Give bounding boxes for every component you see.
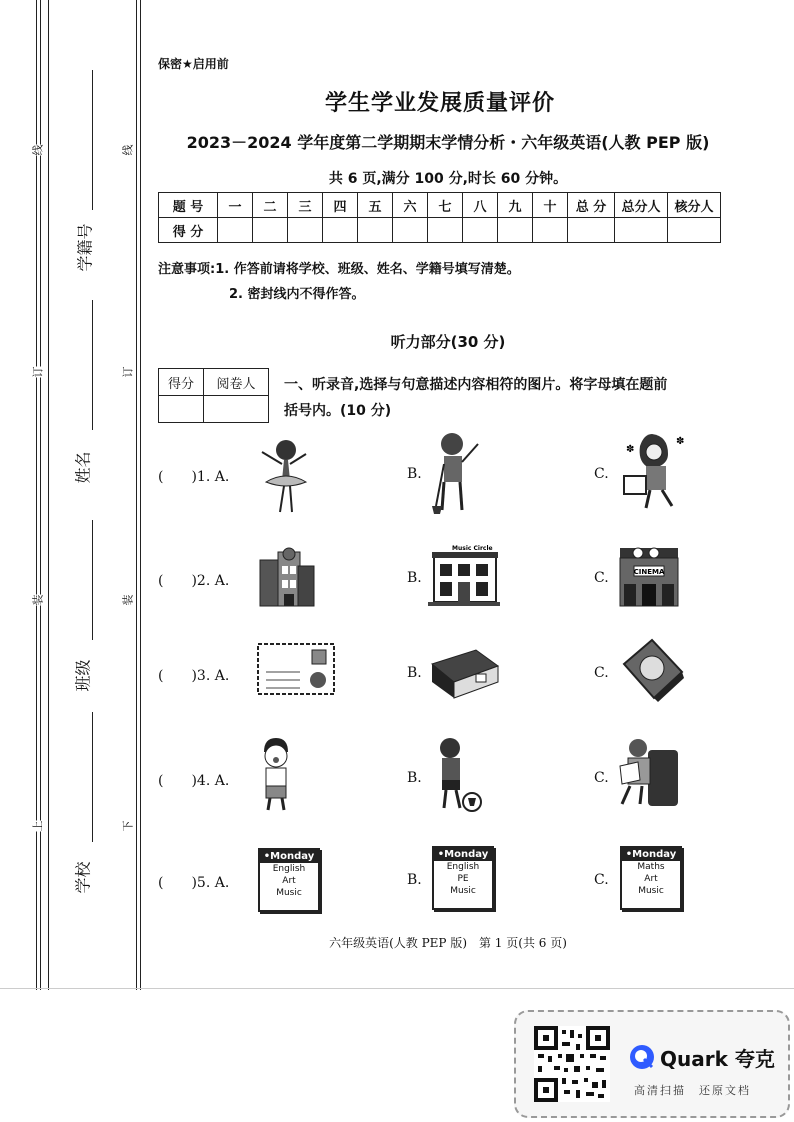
score-input-cell[interactable] xyxy=(428,218,463,243)
notes-line-1 xyxy=(158,258,520,277)
score-header-cell: 四 xyxy=(323,193,358,218)
page-subtitle: 2023－2024 学年度第二学期期末学情分析・六年级英语(人教 PEP 版) xyxy=(186,133,710,152)
score-header-cell: 五 xyxy=(358,193,393,218)
book-picture[interactable] xyxy=(428,646,500,700)
option-c-label: C. xyxy=(594,466,609,482)
question-5-label: ( )5. A. xyxy=(158,875,230,891)
qr-code-icon xyxy=(534,1026,610,1102)
music-circle-sign: Music Circle xyxy=(452,545,493,552)
score-input-cell[interactable] xyxy=(393,218,428,243)
notes-item-1: 1. 作答前请将学校、班级、姓名、学籍号填写清楚。 xyxy=(215,262,520,277)
schedule-subject: Music xyxy=(450,886,476,896)
grader-score-label: 得分 xyxy=(159,369,204,396)
schedule-subject: Music xyxy=(276,888,302,898)
boy-sweeping-picture[interactable] xyxy=(430,430,484,516)
schedule-day: •Monday xyxy=(434,848,492,861)
score-input-cell[interactable] xyxy=(218,218,253,243)
score-header-cell: 九 xyxy=(498,193,533,218)
score-input-cell[interactable] xyxy=(253,218,288,243)
cinema-sign: CINEMA xyxy=(633,568,665,576)
photo-album-picture[interactable] xyxy=(618,636,686,704)
inner-mark-4: 下 xyxy=(121,820,135,832)
option-b-label: B. xyxy=(407,570,422,586)
section-title: 听力部分(30 分) xyxy=(390,333,506,351)
schedule-day: •Monday xyxy=(260,850,318,863)
score-header-cell: 七 xyxy=(428,193,463,218)
cinema-picture[interactable] xyxy=(616,544,682,608)
schedule-card-b[interactable] xyxy=(432,846,494,910)
score-input-cell[interactable] xyxy=(568,218,615,243)
schedule-subject: English xyxy=(446,862,480,872)
page-bottom-edge xyxy=(0,988,794,989)
option-c-label: C. xyxy=(594,665,609,681)
inner-mark-2: 订 xyxy=(121,366,135,378)
question-1-label: ( )1. A. xyxy=(158,469,230,485)
secret-mark: 保密★启用前 xyxy=(158,57,229,71)
score-input-cell[interactable] xyxy=(533,218,568,243)
quark-logo-icon xyxy=(628,1043,656,1071)
score-input-cell[interactable] xyxy=(323,218,358,243)
inner-mark-3: 装 xyxy=(121,594,135,606)
score-input-cell[interactable] xyxy=(463,218,498,243)
schedule-subject: Art xyxy=(644,874,658,884)
score-input-cell[interactable] xyxy=(288,218,323,243)
outer-mark-2: 订 xyxy=(31,366,45,378)
outer-mark-1: 线 xyxy=(31,144,45,156)
score-header-cell: 总分人 xyxy=(615,193,668,218)
score-table xyxy=(158,192,721,243)
option-c-label: C. xyxy=(594,770,609,786)
svg-text:✽: ✽ xyxy=(626,444,635,455)
instruction-line-1: 一、听录音,选择与句意描述内容相符的图片。将字母填在题前 xyxy=(284,377,668,393)
grader-table xyxy=(158,368,269,423)
outer-mark-3: 装 xyxy=(31,594,45,606)
notes-item-2: 2. 密封线内不得作答。 xyxy=(229,287,365,302)
score-row-label: 得 分 xyxy=(159,218,218,243)
boy-playing-football-picture[interactable] xyxy=(432,736,484,814)
notes-label: 注意事项: xyxy=(158,262,216,277)
schedule-subject: PE xyxy=(457,874,469,884)
question-4-label: ( )4. A. xyxy=(158,773,230,789)
score-input-cell[interactable] xyxy=(498,218,533,243)
quark-tagline: 高清扫描 还原文档 xyxy=(634,1084,751,1097)
grader-name-label: 阅卷人 xyxy=(204,369,269,396)
score-header-cell: 核分人 xyxy=(668,193,721,218)
schedule-subject: Art xyxy=(282,876,296,886)
option-b-label: B. xyxy=(407,665,422,681)
score-header-cell: 总 分 xyxy=(568,193,615,218)
page-footer: 六年级英语(人教 PEP 版) 第 1 页(共 6 页) xyxy=(329,936,567,950)
option-c-label: C. xyxy=(594,570,609,586)
ballet-dancer-picture[interactable] xyxy=(256,434,312,516)
option-b-label: B. xyxy=(407,872,422,888)
option-b-label: B. xyxy=(407,466,422,482)
score-header-cell: 十 xyxy=(533,193,568,218)
girl-shopping-picture[interactable] xyxy=(620,432,686,512)
score-input-cell[interactable] xyxy=(358,218,393,243)
schedule-subject: Music xyxy=(638,886,664,896)
score-input-cell[interactable] xyxy=(668,218,721,243)
field-label-school: 学校 xyxy=(73,861,93,894)
field-label-student-id: 学籍号 xyxy=(75,223,95,272)
exam-info: 共 6 页,满分 100 分,时长 60 分钟。 xyxy=(328,171,568,187)
schedule-subject: English xyxy=(272,864,306,874)
man-reading-picture[interactable] xyxy=(614,736,682,808)
outer-mark-4: 上 xyxy=(31,820,45,832)
schedule-day: •Monday xyxy=(622,848,680,861)
score-header-cell: 二 xyxy=(253,193,288,218)
quark-brand: Quark 夸克 xyxy=(660,1046,775,1071)
field-label-name: 姓名 xyxy=(73,451,93,484)
svg-text:✽: ✽ xyxy=(676,436,685,447)
score-header-cell: 三 xyxy=(288,193,323,218)
postcard-picture[interactable] xyxy=(256,642,336,698)
score-header-cell: 八 xyxy=(463,193,498,218)
instruction-line-2: 括号内。(10 分) xyxy=(284,403,392,419)
score-header-cell: 六 xyxy=(393,193,428,218)
question-3-label: ( )3. A. xyxy=(158,668,230,684)
option-c-label: C. xyxy=(594,872,609,888)
schedule-subject: Maths xyxy=(637,862,665,872)
quark-badge[interactable] xyxy=(514,1010,790,1118)
music-circle-building-picture[interactable] xyxy=(428,542,500,608)
grader-name-cell[interactable] xyxy=(204,396,269,423)
schedule-card-a[interactable] xyxy=(258,848,320,912)
page-title: 学生学业发展质量评价 xyxy=(324,91,555,116)
boy-with-cold-picture[interactable] xyxy=(254,736,298,812)
quark-logo xyxy=(628,1040,775,1074)
score-header-cell: 一 xyxy=(218,193,253,218)
field-label-class: 班级 xyxy=(73,659,93,692)
option-b-label: B. xyxy=(407,770,422,786)
score-input-cell[interactable] xyxy=(615,218,668,243)
score-header-cell: 题 号 xyxy=(159,193,218,218)
building-picture[interactable] xyxy=(256,546,316,608)
question-2-label: ( )2. A. xyxy=(158,573,230,589)
inner-mark-1: 线 xyxy=(121,144,135,156)
schedule-card-c[interactable] xyxy=(620,846,682,910)
grader-score-cell[interactable] xyxy=(159,396,204,423)
